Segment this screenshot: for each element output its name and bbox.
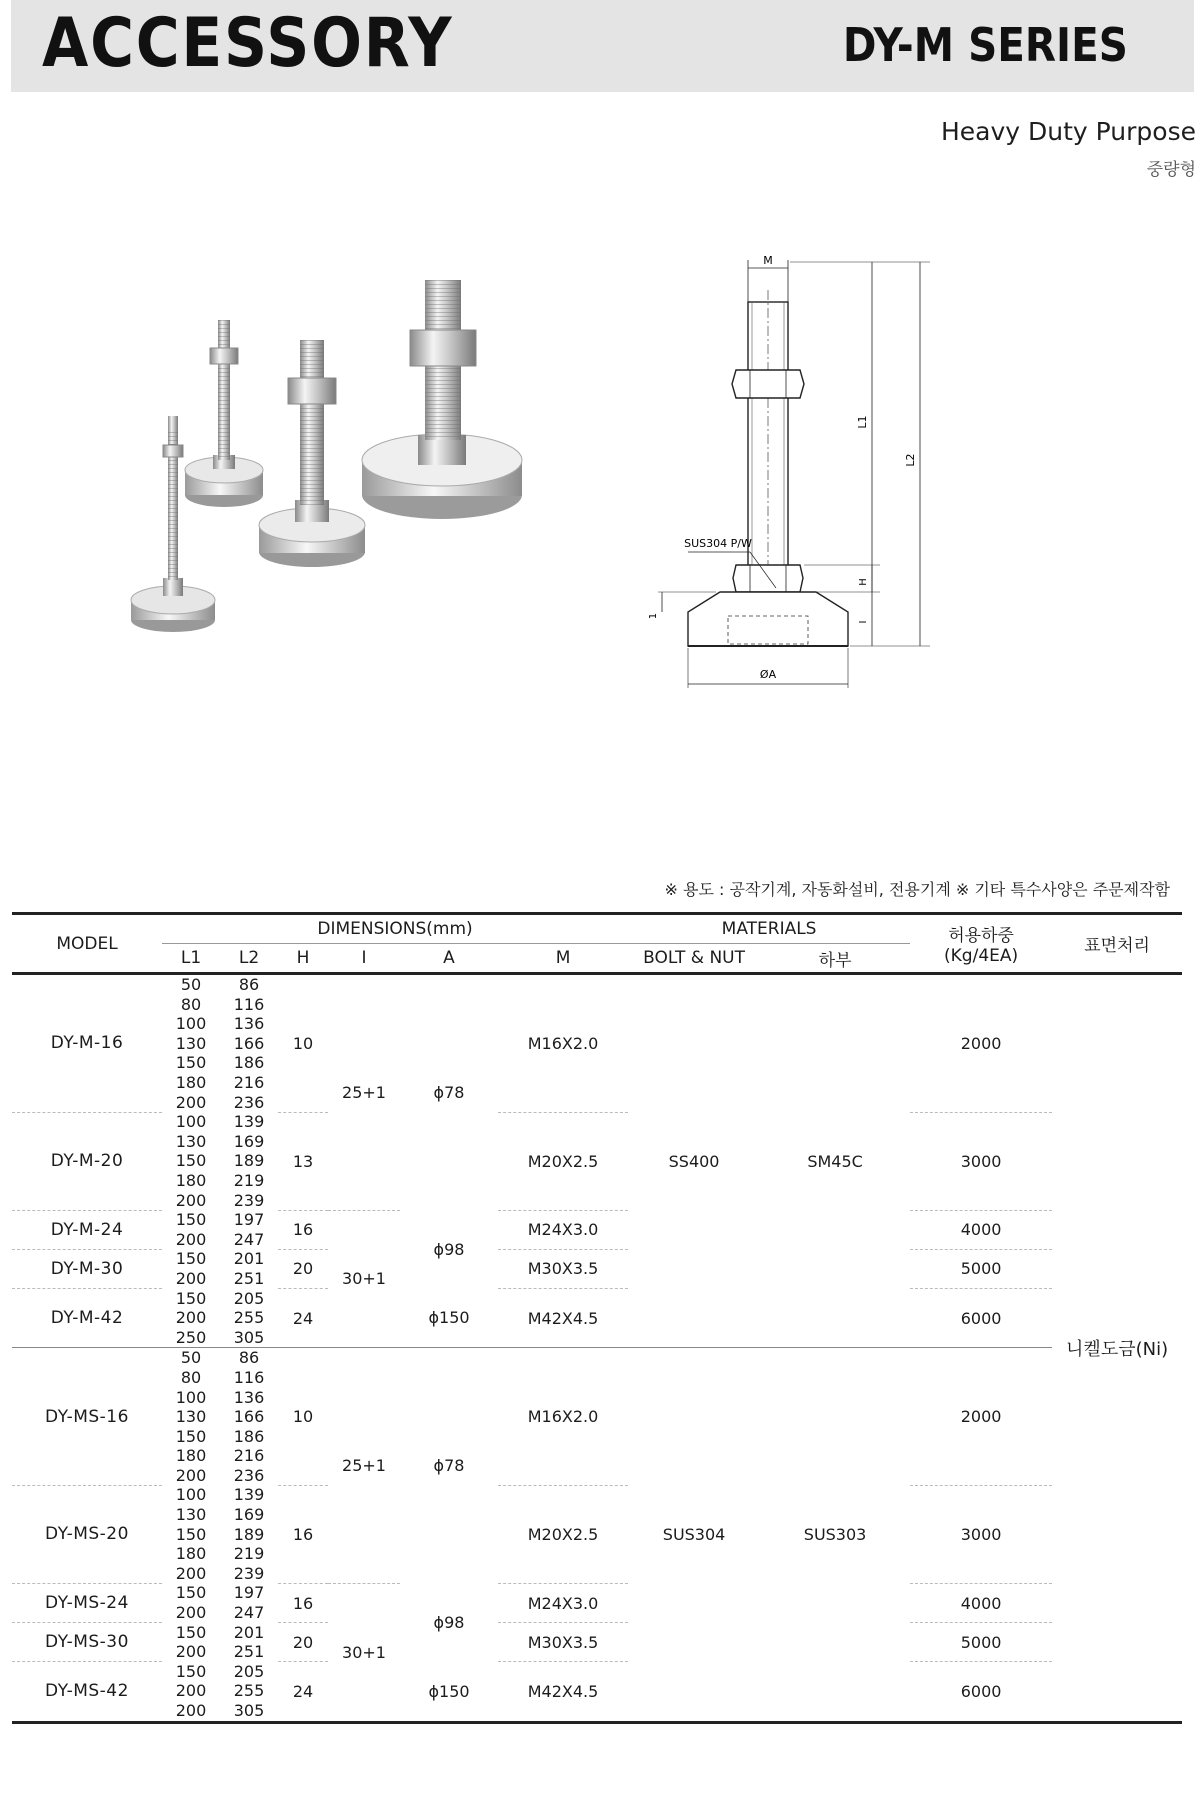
m-cell: M20X2.5 <box>498 1485 628 1583</box>
purpose-label: Heavy Duty Purpose <box>940 117 1196 146</box>
dim-a-label: ØA <box>759 668 777 681</box>
l1-cell <box>162 1249 220 1288</box>
h-cell: 10 <box>278 974 328 1113</box>
l1-cell <box>162 974 220 1113</box>
h-cell: 13 <box>278 1112 328 1210</box>
l2-cell-value: 251 <box>233 1642 265 1662</box>
l1-cell-value: 100 <box>175 1014 207 1034</box>
l2-cell-value: 205 <box>233 1288 265 1308</box>
l1-cell-value: 180 <box>175 1072 207 1092</box>
l1-cell <box>162 1485 220 1583</box>
l2-cell <box>220 1623 278 1662</box>
l1-cell-value: 150 <box>175 1622 207 1642</box>
l1-cell-value: 150 <box>175 1210 207 1230</box>
l2-cell-value: 189 <box>233 1151 265 1171</box>
load-cell: 6000 <box>960 1308 1002 1328</box>
l1-cell-value: 180 <box>175 1544 207 1564</box>
dim-one-label: 1 <box>648 612 659 620</box>
finish-cell: 니켈도금(Ni) <box>1066 1338 1169 1360</box>
l1-cell-value: 150 <box>175 1524 207 1544</box>
l1-cell-value: 200 <box>175 1268 207 1288</box>
l1-cell <box>162 1623 220 1662</box>
l1-cell <box>162 1348 220 1486</box>
l2-cell-value: 236 <box>233 1092 265 1112</box>
load-cell: 4000 <box>910 1210 1052 1249</box>
a-cell: ϕ150 <box>428 1681 470 1701</box>
l2-cell-value: 116 <box>233 1367 265 1387</box>
leveling-foot-medium <box>185 320 263 507</box>
l2-cell-value: 86 <box>238 1348 260 1368</box>
h-cell: 16 <box>278 1583 328 1622</box>
l2-cell <box>220 1112 278 1210</box>
l2-cell <box>220 1662 278 1722</box>
l2-cell <box>220 1348 278 1486</box>
h-cell: 10 <box>278 1348 328 1486</box>
load-cell: 5000 <box>910 1623 1052 1662</box>
l1-cell-value: 80 <box>180 994 202 1014</box>
l2-cell-value: 255 <box>233 1681 265 1701</box>
dim-m-label: M <box>763 254 773 267</box>
header-model: MODEL <box>56 933 118 954</box>
i-cell: 30+1 <box>342 1642 386 1662</box>
l1-cell <box>162 1289 220 1348</box>
l2-cell-value: 219 <box>233 1544 265 1564</box>
l2-cell-value: 219 <box>233 1170 265 1190</box>
a-cell: ϕ78 <box>433 1456 465 1476</box>
l2-cell-value: 239 <box>233 1190 265 1210</box>
l2-cell-value: 186 <box>233 1426 265 1446</box>
product-photo <box>120 320 630 660</box>
l1-cell-value: 130 <box>175 1131 207 1151</box>
a-cell: ϕ98 <box>433 1239 465 1259</box>
header-m: M <box>555 948 571 968</box>
l1-cell-value: 100 <box>175 1387 207 1407</box>
load-cell: 5000 <box>910 1249 1052 1288</box>
h-cell: 20 <box>278 1249 328 1288</box>
model-cell: DY-MS-16 <box>12 1348 162 1486</box>
base-cell: SUS303 <box>803 1524 867 1544</box>
l1-cell-value: 50 <box>180 975 202 994</box>
model-cell: DY-MS-42 <box>45 1681 129 1702</box>
l2-cell-value: 255 <box>233 1308 265 1328</box>
technical-drawing <box>648 250 1110 800</box>
m-cell: M24X3.0 <box>498 1210 628 1249</box>
spec-table-body <box>12 974 1182 1723</box>
header-i: I <box>361 948 367 968</box>
pad-label: SUS304 P/W <box>684 537 752 550</box>
l1-cell <box>162 1662 220 1722</box>
load-cell: 2000 <box>910 974 1052 1113</box>
l1-cell-value: 150 <box>175 1661 207 1681</box>
l1-cell-value: 130 <box>175 1505 207 1525</box>
l1-cell-value: 200 <box>175 1465 207 1485</box>
l2-cell <box>220 974 278 1113</box>
model-cell: DY-MS-24 <box>12 1583 162 1622</box>
l2-cell-value: 136 <box>233 1387 265 1407</box>
dim-i-label: I <box>858 620 869 624</box>
h-cell: 24 <box>292 1308 314 1328</box>
load-cell: 3000 <box>910 1485 1052 1583</box>
m-cell: M42X4.5 <box>527 1308 599 1328</box>
l1-cell-value: 150 <box>175 1426 207 1446</box>
l2-cell-value: 169 <box>233 1505 265 1525</box>
load-cell: 4000 <box>910 1583 1052 1622</box>
series-title: DY-M SERIES <box>842 18 1128 72</box>
table-row <box>12 1348 1182 1486</box>
l1-cell-value: 100 <box>175 1112 207 1132</box>
base-cell: SM45C <box>807 1151 863 1171</box>
l2-cell <box>220 1485 278 1583</box>
l1-cell-value: 130 <box>175 1033 207 1053</box>
l2-cell-value: 251 <box>233 1268 265 1288</box>
l1-cell <box>162 1112 220 1210</box>
l1-cell-value: 180 <box>175 1170 207 1190</box>
model-cell: DY-M-42 <box>50 1308 124 1329</box>
l2-cell <box>220 1289 278 1348</box>
h-cell: 24 <box>292 1681 314 1701</box>
model-cell: DY-MS-20 <box>12 1485 162 1583</box>
bolt-nut-cell: SUS304 <box>662 1524 726 1544</box>
i-cell: 25+1 <box>328 974 400 1211</box>
l2-cell-value: 247 <box>233 1229 265 1249</box>
l1-cell-value: 200 <box>175 1681 207 1701</box>
purpose-label-ko: 중량형 <box>1146 160 1196 180</box>
load-cell: 2000 <box>910 1348 1052 1486</box>
header-l2: L2 <box>238 948 260 968</box>
m-cell: M24X3.0 <box>498 1583 628 1622</box>
header-load-unit: (Kg/4EA) <box>944 946 1019 966</box>
l2-cell-value: 166 <box>233 1033 265 1053</box>
dim-l2-label: L2 <box>904 453 917 467</box>
header-a: A <box>443 948 455 968</box>
model-cell: DY-M-30 <box>12 1249 162 1288</box>
l1-cell-value: 200 <box>175 1701 207 1721</box>
l2-cell-value: 201 <box>233 1249 265 1269</box>
l2-cell-value: 205 <box>233 1661 265 1681</box>
table-row <box>12 974 1182 1113</box>
l1-cell-value: 150 <box>175 1053 207 1073</box>
l1-cell-value: 80 <box>180 1367 202 1387</box>
table-row <box>12 1112 1182 1210</box>
a-cell: ϕ150 <box>428 1308 470 1328</box>
table-row <box>12 1249 1182 1288</box>
l2-cell-value: 86 <box>238 975 260 994</box>
l2-cell <box>220 1249 278 1288</box>
table-row <box>12 1289 1182 1348</box>
model-cell: DY-M-24 <box>12 1210 162 1249</box>
l2-cell-value: 189 <box>233 1524 265 1544</box>
l1-cell <box>162 1210 220 1249</box>
i-cell: 25+1 <box>328 1348 400 1584</box>
m-cell: M16X2.0 <box>498 974 628 1113</box>
header-dimensions: DIMENSIONS(mm) <box>162 914 628 944</box>
header-load <box>910 914 1052 974</box>
usage-note: ※ 용도 : 공작기계, 자동화설비, 전용기계 ※ 기타 특수사양은 주문제작함 <box>664 880 1170 899</box>
l1-cell-value: 200 <box>175 1642 207 1662</box>
i-cell: 30+1 <box>342 1269 386 1289</box>
l2-cell-value: 305 <box>233 1327 265 1347</box>
l2-cell-value: 239 <box>233 1563 265 1583</box>
page-title: ACCESSORY <box>42 4 454 83</box>
header-finish: 표면처리 <box>1084 936 1150 956</box>
spec-table <box>12 912 1182 1724</box>
l1-cell-value: 200 <box>175 1563 207 1583</box>
bolt-nut-cell: SS400 <box>668 1151 720 1171</box>
l2-cell-value: 139 <box>233 1485 265 1505</box>
l1-cell-value: 180 <box>175 1446 207 1466</box>
m-cell: M42X4.5 <box>527 1681 599 1701</box>
l2-cell-value: 247 <box>233 1603 265 1623</box>
l2-cell-value: 236 <box>233 1465 265 1485</box>
dim-l1-label: L1 <box>856 415 869 429</box>
header-bolt-nut: BOLT & NUT <box>643 948 745 968</box>
header-materials: MATERIALS <box>628 914 910 944</box>
header-load-ko: 허용하중 <box>948 926 1014 946</box>
l1-cell-value: 250 <box>175 1327 207 1347</box>
leveling-foot-small <box>131 416 215 632</box>
header-h: H <box>296 948 310 968</box>
l2-cell-value: 201 <box>233 1622 265 1642</box>
a-cell: ϕ98 <box>433 1613 465 1633</box>
l2-cell-value: 216 <box>233 1072 265 1092</box>
l2-cell-value: 305 <box>233 1701 265 1721</box>
l1-cell-value: 200 <box>175 1308 207 1328</box>
l1-cell-value: 200 <box>175 1190 207 1210</box>
table-row <box>12 1583 1182 1622</box>
dim-h-label: H <box>858 578 869 586</box>
load-cell: 6000 <box>960 1681 1002 1701</box>
table-row <box>12 1485 1182 1583</box>
l2-cell <box>220 1583 278 1622</box>
l2-cell-value: 186 <box>233 1053 265 1073</box>
h-cell: 16 <box>278 1485 328 1583</box>
l1-cell-value: 130 <box>175 1407 207 1427</box>
l2-cell-value: 197 <box>233 1210 265 1230</box>
l1-cell-value: 150 <box>175 1151 207 1171</box>
l2-cell-value: 116 <box>233 994 265 1014</box>
m-cell: M30X3.5 <box>498 1623 628 1662</box>
h-cell: 16 <box>278 1210 328 1249</box>
l1-cell-value: 150 <box>175 1583 207 1603</box>
table-row <box>12 1662 1182 1722</box>
m-cell: M30X3.5 <box>498 1249 628 1288</box>
l1-cell-value: 150 <box>175 1288 207 1308</box>
l2-cell-value: 139 <box>233 1112 265 1132</box>
model-cell: DY-M-20 <box>12 1112 162 1210</box>
table-row <box>12 1623 1182 1662</box>
load-cell: 3000 <box>910 1112 1052 1210</box>
header-l1: L1 <box>180 948 202 968</box>
l1-cell <box>162 1583 220 1622</box>
h-cell: 20 <box>278 1623 328 1662</box>
l2-cell <box>220 1210 278 1249</box>
l1-cell-value: 200 <box>175 1092 207 1112</box>
l2-cell-value: 216 <box>233 1446 265 1466</box>
l2-cell-value: 136 <box>233 1014 265 1034</box>
m-cell: M16X2.0 <box>498 1348 628 1486</box>
l1-cell-value: 200 <box>175 1603 207 1623</box>
l2-cell-value: 169 <box>233 1131 265 1151</box>
header-base: 하부 <box>818 950 852 971</box>
l1-cell-value: 200 <box>175 1229 207 1249</box>
l1-cell-value: 150 <box>175 1249 207 1269</box>
model-cell: DY-M-16 <box>12 974 162 1113</box>
a-cell: ϕ78 <box>433 1083 465 1103</box>
l2-cell-value: 197 <box>233 1583 265 1603</box>
l1-cell-value: 100 <box>175 1485 207 1505</box>
model-cell: DY-MS-30 <box>12 1623 162 1662</box>
l2-cell-value: 166 <box>233 1407 265 1427</box>
l1-cell-value: 50 <box>180 1348 202 1368</box>
m-cell: M20X2.5 <box>498 1112 628 1210</box>
leveling-foot-extra-large <box>362 280 522 519</box>
leveling-foot-large <box>259 340 365 567</box>
table-row <box>12 1210 1182 1249</box>
